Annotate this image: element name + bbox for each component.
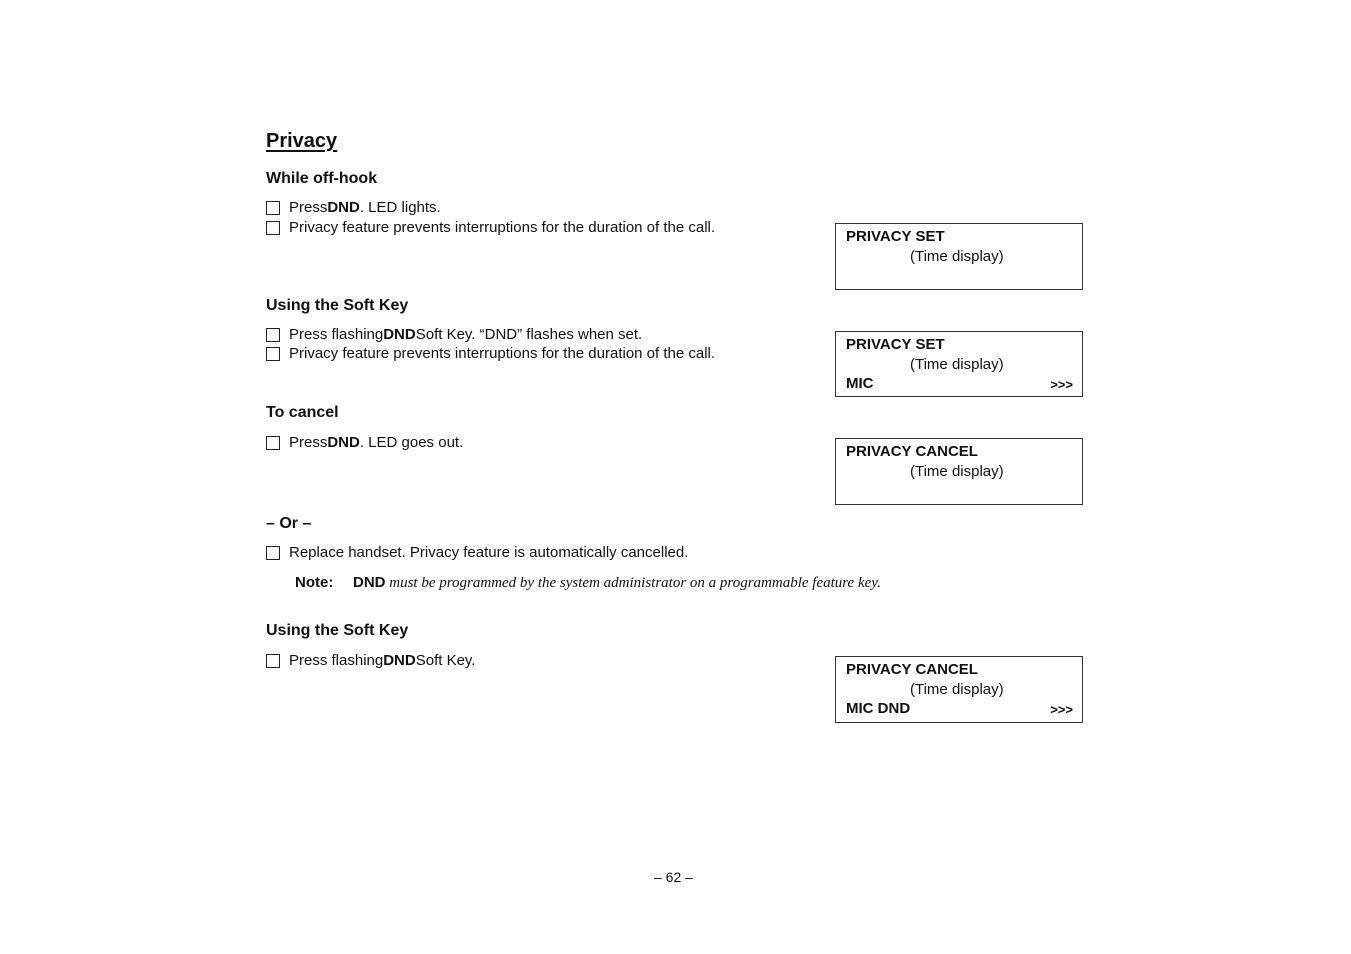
display-privacy-cancel: PRIVACY CANCEL (Time display) xyxy=(835,438,1083,505)
checkbox-icon xyxy=(266,201,280,215)
display-privacy-cancel-softkey: PRIVACY CANCEL (Time display) MIC DND >>> xyxy=(835,656,1083,723)
checkbox-icon xyxy=(266,436,280,450)
display-privacy-set-softkey: PRIVACY SET (Time display) MIC >>> xyxy=(835,331,1083,397)
section-heading-cancel: To cancel xyxy=(266,404,339,421)
checkbox-icon xyxy=(266,221,280,235)
checkbox-icon xyxy=(266,546,280,560)
step-cancel-1: Press DND . LED goes out. xyxy=(266,434,463,451)
checkbox-icon xyxy=(266,328,280,342)
section-heading-or: – Or – xyxy=(266,515,312,532)
note-text: DND must be programmed by the system administrator on a programmable feature key. xyxy=(353,574,881,591)
page-number: – 62 – xyxy=(654,869,693,885)
step-or-1: Replace handset. Privacy feature is automatically cancelled. xyxy=(266,544,688,561)
note-label: Note: xyxy=(295,574,334,591)
section-heading-offhook: While off-hook xyxy=(266,170,378,187)
step-offhook-1: Press DND . LED lights. xyxy=(266,199,441,216)
step-softkey2-1: Press flashing DND Soft Key. xyxy=(266,652,475,669)
section-heading-softkey-2: Using the Soft Key xyxy=(266,622,409,639)
checkbox-icon xyxy=(266,654,280,668)
checkbox-icon xyxy=(266,347,280,361)
step-softkey1-2: Privacy feature prevents interruptions for the duration of the call. xyxy=(266,345,715,362)
page-title: Privacy xyxy=(266,130,338,152)
step-offhook-2: Privacy feature prevents interruptions for the duration of the call. xyxy=(266,219,715,236)
display-privacy-set: PRIVACY SET (Time display) xyxy=(835,223,1083,290)
step-softkey1-1: Press flashing DND Soft Key. “DND” flashes when set. xyxy=(266,326,642,343)
section-heading-softkey-1: Using the Soft Key xyxy=(266,297,409,314)
